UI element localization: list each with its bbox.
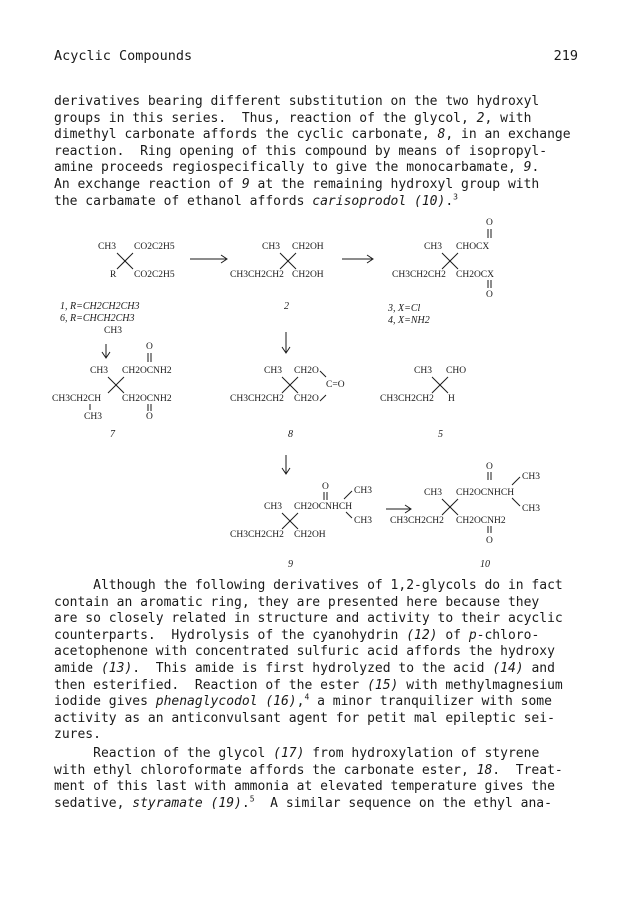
text-line: Although the following derivatives of 1,2-glycols do in fact [54,578,563,593]
label: CH2OCNH2 [456,516,506,526]
text-line: dimethyl carbonate affords the cyclic carbonate, 8, in an exchange [54,127,571,143]
text-line: amide (13). This amide is first hydrolyzed to the acid (14) and [54,660,555,676]
compound-label: 3, X=Cl [388,303,421,314]
label: O [486,536,493,546]
label: O [486,290,493,300]
paragraph-1 [54,94,594,210]
compound-label: 9 [288,559,293,570]
compound-label: 2 [284,301,289,312]
label: CH3CH2CH2 [230,394,284,404]
bond [320,371,326,377]
label: CH3 [424,242,442,252]
page-number: 219 [553,48,578,64]
text-line: counterparts. Hydrolysis of the cyanohydrin (12) of p-chloro- [54,627,540,643]
label: O [486,218,493,228]
label: CH3CH2CH2 [390,516,444,526]
label: CH3CH2CH2 [230,270,284,280]
text-line: zures. [54,727,101,743]
label: O [146,342,153,352]
label: H [448,394,455,404]
label: CH3 [522,504,540,514]
label: CO2C2H5 [134,242,175,252]
text-line: are so closely related in structure and activity to their acyclic [54,611,563,627]
bond [346,512,352,518]
text-line: acetophenone with concentrated sulfuric acid affords the hydroxy [54,644,555,660]
label: CH2OCNHCH [456,488,515,498]
label: CH2OCNH2 [122,366,172,376]
label: CH3 [424,488,442,498]
text-line: reaction. Ring opening of this compound by means of isopropyl- [54,143,548,159]
text-line: sedative, styramate (19).$^5$ A similar sequence on the ethyl ana- [54,794,552,811]
compound-label: 4, X=NH2 [388,315,430,326]
label: O [322,482,329,492]
label: O [146,412,153,422]
label: CH3 [104,326,122,336]
label: R [110,270,117,280]
label: CH2O [294,366,319,376]
running-title: Acyclic Compounds [54,48,193,64]
label: CHOCX [456,242,490,252]
label: C=O [326,380,345,390]
compound-label: 1, R=CH2CH2CH3 [60,301,140,312]
text-line: activity as an anticonvulsant agent for petit mal epileptic sei- [54,710,555,726]
bond [512,498,520,506]
text-line: with ethyl chloroformate affords the carbonate ester, 18. Treat- [54,762,563,778]
compound-label: 7 [110,429,115,440]
text-line: ment of this last with ammonia at elevated temperature gives the [54,779,555,795]
text-line: Reaction of the glycol (17) from hydroxylation of styrene [54,746,540,761]
label: CH3CH2CH [52,394,102,404]
text-line: derivatives bearing different substitution on the two hydroxyl [54,94,540,109]
label: CH2OCX [456,270,495,280]
text-line: groups in this series. Thus, reaction of the glycol, 2, with [54,110,532,126]
paragraph-3 [54,746,594,812]
label: CH2OH [292,242,324,252]
label: CH3 [264,366,282,376]
compound-label: 6, R=CHCH2CH3 [60,313,135,324]
label: CH3 [262,242,280,252]
label: CH3CH2CH2 [392,270,446,280]
label: CH3 [354,486,372,496]
compound-label: 10 [480,559,490,570]
label: CH2O [294,394,319,404]
label: CH2OCNHCH [294,502,353,512]
text-line: An exchange reaction of 9 at the remaining hydroxyl group with [54,176,540,192]
bond [512,477,520,485]
label: CH3 [354,516,372,526]
compound-label: 8 [288,429,293,440]
label: CHO [446,366,467,376]
bond [344,491,352,499]
text-line: contain an aromatic ring, they are presented here because they [54,594,540,610]
label: CH3 [264,502,282,512]
label: CH3 [98,242,116,252]
label: CH2OH [292,270,324,280]
label: CH2OCNH2 [122,394,172,404]
label: CH3CH2CH2 [230,530,284,540]
label: O [486,462,493,472]
label: CO2C2H5 [134,270,175,280]
label: CH3 [90,366,108,376]
text-line: then esterified. Reaction of the ester (15) with methylmagnesium [54,677,563,693]
paragraph-2 [54,578,594,744]
label: CH2OH [294,530,326,540]
label: CH3 [522,472,540,482]
text-line: the carbamate of ethanol affords carisoprodol (10).$^3$ [54,192,458,209]
reaction-scheme [0,205,638,575]
text-line: amine proceeds regiospecifically to give the monocarbamate, 9. [54,160,540,176]
bond [320,395,326,401]
label: CH3CH2CH2 [380,394,434,404]
text-line: iodide gives phenaglycodol (16),$^4$ a minor tranquilizer with some [54,692,552,710]
label: CH3 [84,412,102,422]
compound-label: 5 [438,429,443,440]
label: CH3 [414,366,432,376]
